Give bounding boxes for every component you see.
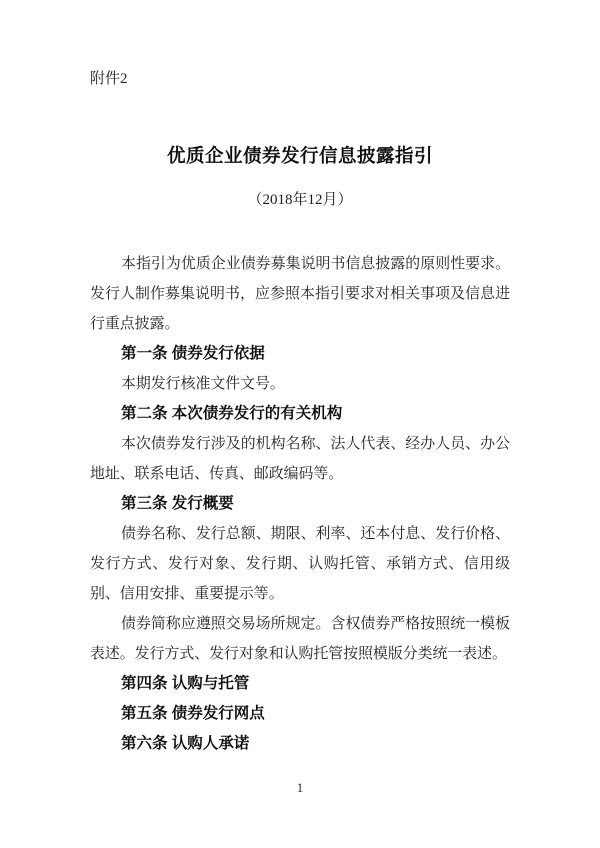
article-heading: 第三条 发行概要 [121,495,234,512]
article-heading: 第六条 认购人承诺 [121,735,250,752]
article-heading: 第二条 本次债券发行的有关机构 [121,405,343,422]
attachment-label: 附件2 [90,71,128,87]
body-paragraph: 本指引为优质企业债券募集说明书信息披露的原则性要求。发行人制作募集说明书，应参照本指引要求对相关事项及信息进行重点披露。 [90,256,510,332]
body-paragraph: 本期发行核准文件文号。 [121,376,285,392]
body-paragraph: 债券名称、发行总额、期限、利率、还本付息、发行价格、发行方式、发行对象、发行期、认购托管、承销方式、信用级别、信用安排、重要提示等。 [90,526,510,602]
page-number: 1 [296,781,304,795]
article-heading: 第四条 认购与托管 [121,675,250,692]
document-body [90,249,510,759]
document-title: 优质企业债券发行信息披露指引 [166,145,433,166]
article-heading: 第一条 债券发行依据 [121,345,265,362]
document-date: （2018年12月） [247,192,353,208]
body-paragraph: 本次债券发行涉及的机构名称、法人代表、经办人员、办公地址、联系电话、传真、邮政编码等。 [90,436,510,482]
article-heading: 第五条 债券发行网点 [121,705,265,722]
body-paragraph: 债券简称应遵照交易场所规定。含权债券严格按照统一模板表述。发行方式、发行对象和认购托管按照模版分类统一表述。 [90,616,510,662]
